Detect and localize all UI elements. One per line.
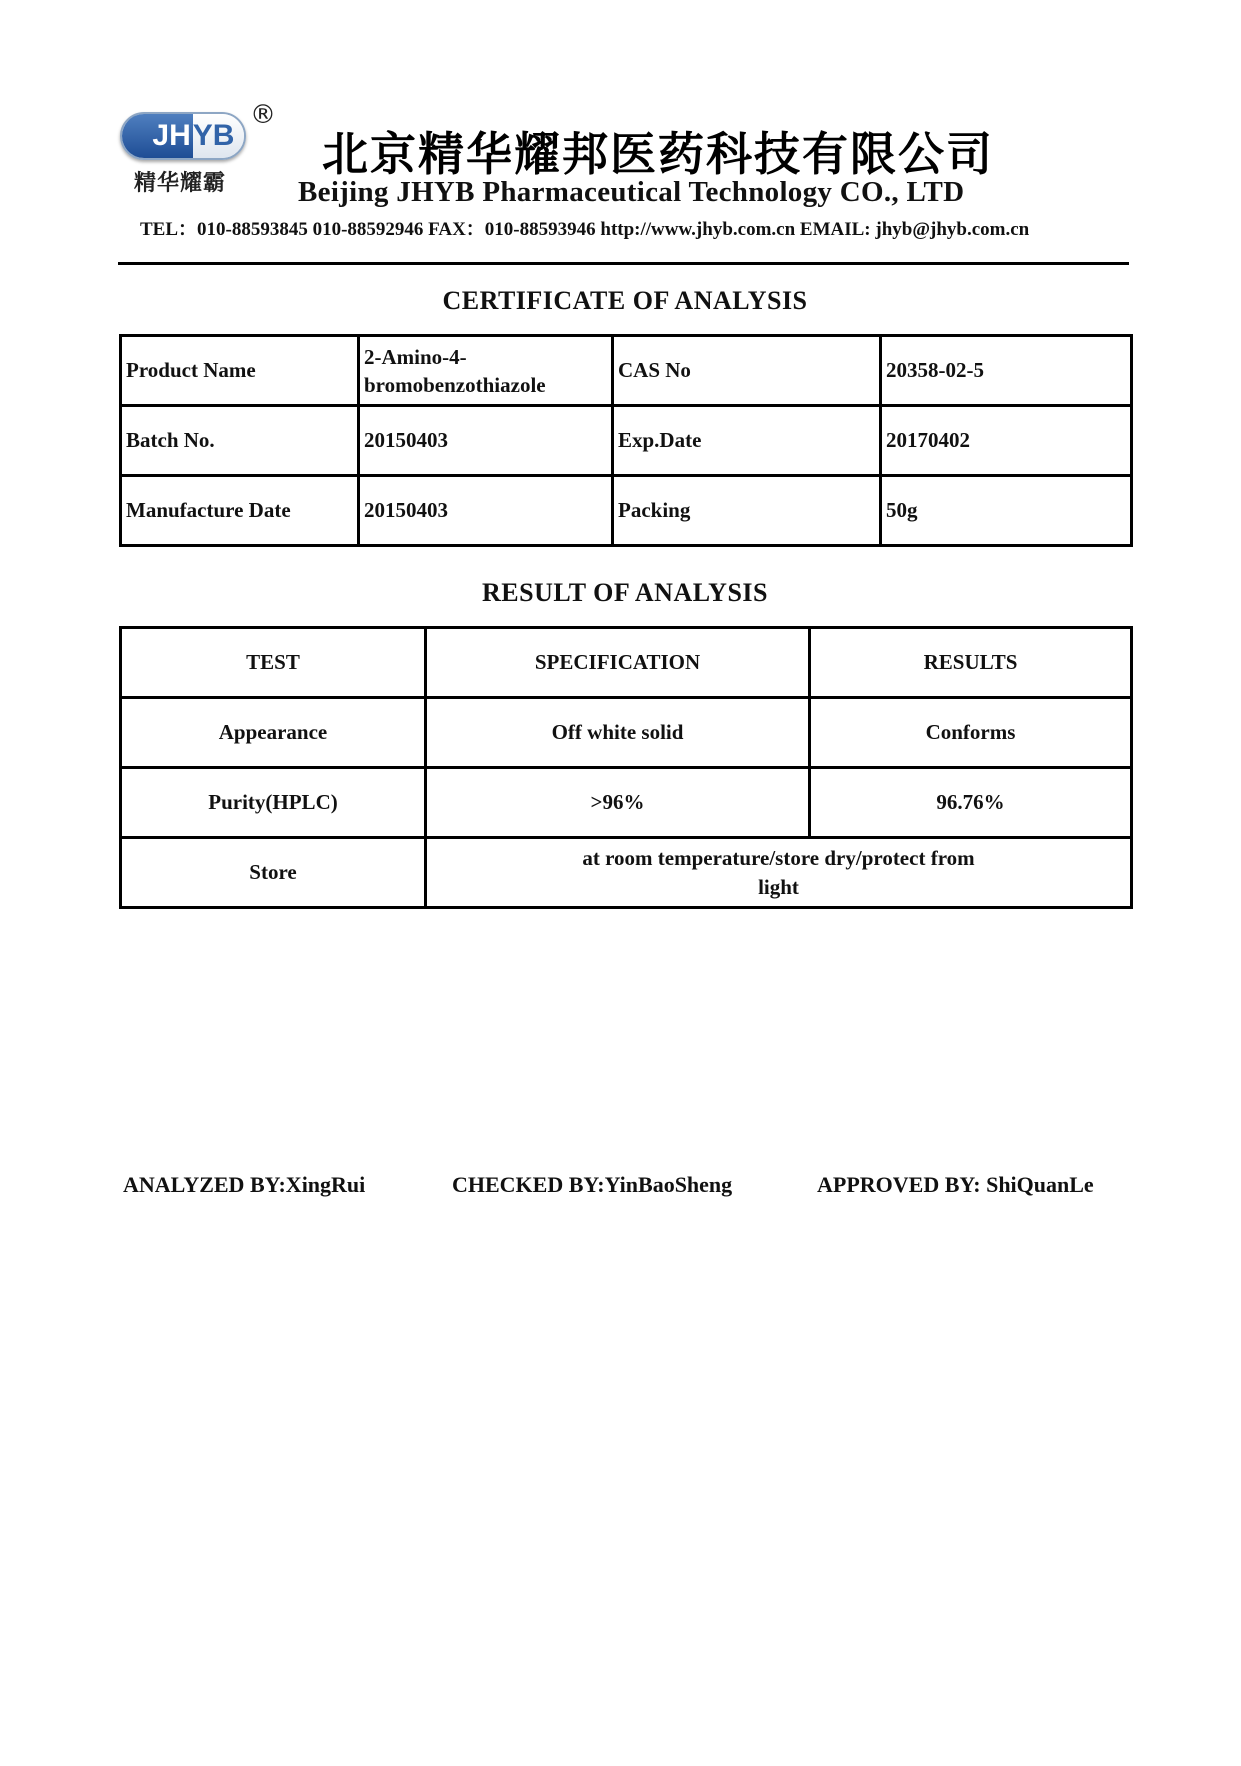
batch-value: 20150403 (359, 406, 613, 476)
manufacture-date-label: Manufacture Date (121, 476, 359, 546)
logo-chinese-text: 精华耀霸 (134, 171, 227, 196)
approved-by: APPROVED BY: ShiQuanLe (817, 1172, 1094, 1197)
header-divider (118, 262, 1129, 265)
specification-cell: >96% (426, 768, 810, 838)
table-row (121, 406, 1132, 476)
result-cell: Conforms (810, 698, 1132, 768)
logo-badge (120, 112, 246, 160)
batch-label: Batch No. (121, 406, 359, 476)
packing-label: Packing (613, 476, 881, 546)
result-table (119, 626, 1133, 909)
table-row (121, 336, 1132, 406)
packing-value: 50g (881, 476, 1132, 546)
result-title: RESULT OF ANALYSIS (482, 578, 768, 607)
exp-date-value: 20170402 (881, 406, 1132, 476)
cas-value: 20358-02-5 (881, 336, 1132, 406)
header-results: RESULTS (810, 628, 1132, 698)
product-name-value (359, 336, 613, 406)
specification-cell: Off white solid (426, 698, 810, 768)
product-name-label: Product Name (121, 336, 359, 406)
store-line-1: at room temperature/store dry/protect from (582, 845, 975, 870)
header-specification: SPECIFICATION (426, 628, 810, 698)
test-cell: Purity(HPLC) (121, 768, 426, 838)
product-name-line-1: 2-Amino-4- (364, 344, 467, 369)
certificate-title: CERTIFICATE OF ANALYSIS (442, 286, 808, 315)
company-logo (120, 100, 280, 210)
contact-info: TEL：010-88593845 010-88592946 FAX：010-88593946 http://www.jhyb.com.cn EMAIL: jhyb@jhyb.com.cn (140, 219, 1030, 240)
test-cell: Appearance (121, 698, 426, 768)
company-name-chinese: 北京精华耀邦医药科技有限公司 (322, 127, 994, 181)
cas-label: CAS No (613, 336, 881, 406)
logo-text-left: JH (122, 114, 193, 158)
product-name-line-2: bromobenzothiazole (364, 372, 546, 397)
checked-by: CHECKED BY:YinBaoSheng (452, 1172, 733, 1197)
store-label: Store (121, 838, 426, 908)
exp-date-label: Exp.Date (613, 406, 881, 476)
store-value (426, 838, 1132, 908)
registered-mark: ® (250, 100, 276, 130)
table-row (121, 698, 1132, 768)
header-test: TEST (121, 628, 426, 698)
logo-text-right: YB (193, 114, 244, 158)
company-name-english: Beijing JHYB Pharmaceutical Technology CO., LTD (298, 176, 965, 208)
store-line-2: light (758, 874, 799, 899)
table-row (121, 768, 1132, 838)
analyzed-by: ANALYZED BY:XingRui (123, 1172, 366, 1197)
table-row (121, 838, 1132, 908)
product-info-table (119, 334, 1133, 547)
table-row (121, 476, 1132, 546)
result-cell: 96.76% (810, 768, 1132, 838)
manufacture-date-value: 20150403 (359, 476, 613, 546)
table-header-row (121, 628, 1132, 698)
